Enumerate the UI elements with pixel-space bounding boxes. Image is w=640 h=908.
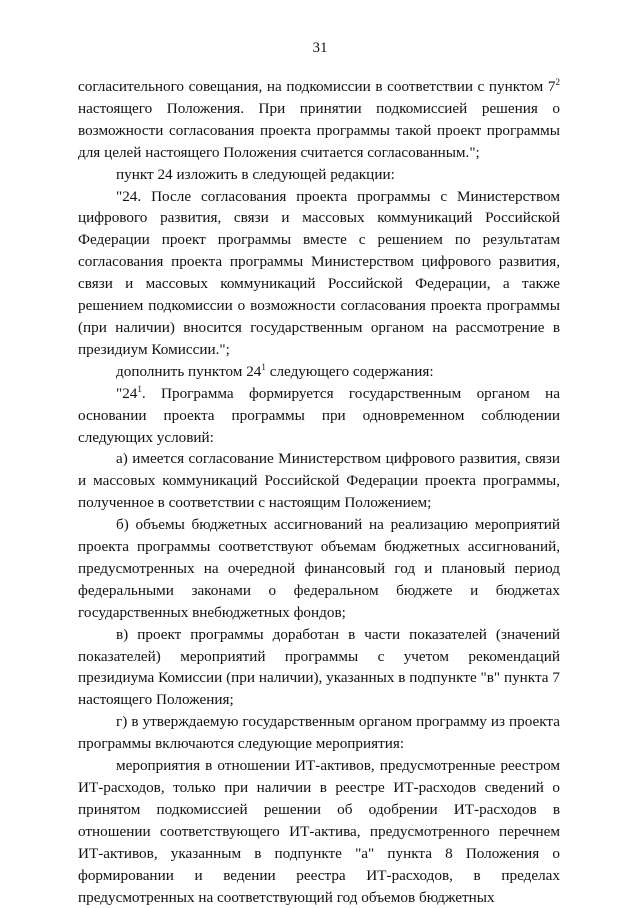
paragraph-7: б) объемы бюджетных ассигнований на реализацию мероприятий проекта программы соответствуют объемам бюджетных ассигнований, предусмотренных на очередной финансовый год и плановый период федеральными законами о федеральном бюджете и бюджетах государственных внебюджетных фондов; [78, 516, 560, 621]
paragraph-8: в) проект программы доработан в части показателей (значений показателей) мероприятий программы с учетом рекомендаций президиума Комиссии (при наличии), указанных в подпункте "в" пункта 7 настоящего Положения; [78, 625, 560, 709]
document-body [78, 76, 560, 908]
paragraph-1: согласительного совещания, на подкомиссии в соответствии с пунктом $7^2$ настоящего Положения. При принятии подкомиссией решения о возможности согласования проекта программы такой проект программы для целей настоящего Положения считается согласованным."; [78, 76, 560, 161]
paragraph-2: пункт 24 изложить в следующей редакции: [116, 165, 395, 183]
paragraph-6: а) имеется согласование Министерством цифрового развития, связи и массовых коммуникаций Российской Федерации проекта программы, полученное в соответствии с настоящим Положением; [78, 450, 560, 512]
paragraph-5: "$24^1$. Программа формируется государственным органом на основании проекта программы при одновременном соблюдении следующих условий: [78, 383, 560, 446]
paragraph-4: дополнить пунктом $24^1$ следующего содержания: [116, 361, 434, 380]
paragraph-9: г) в утверждаемую государственным органом программу из проекта программы включаются следующие мероприятия: [78, 713, 560, 753]
paragraph-10: мероприятия в отношении ИТ-активов, предусмотренные реестром ИТ-расходов, только при наличии в реестре ИТ-расходов сведений о принятом подкомиссией решении об одобрении ИТ-расходов в отношении соответствующего ИТ-актива, предусмотренного перечнем ИТ-активов, указанным в подпункте "а" пункта 8 Положения о формировании и ведении реестра ИТ-расходов, в пределах предусмотренных на соответствующий год объемов бюджетных [78, 757, 560, 906]
page-number: 31 [312, 40, 328, 56]
paragraph-3: "24. После согласования проекта программы с Министерством цифрового развития, связи и массовых коммуникаций Российской Федерации проект программы вместе с решением по результатам согласования проекта программы Министерством цифрового развития, связи и массовых коммуникаций Российской Федерации, а также решением подкомиссии о возможности согласования проекта программы (при наличии) вносится государственным органом на рассмотрение в президиум Комиссии."; [78, 187, 560, 358]
